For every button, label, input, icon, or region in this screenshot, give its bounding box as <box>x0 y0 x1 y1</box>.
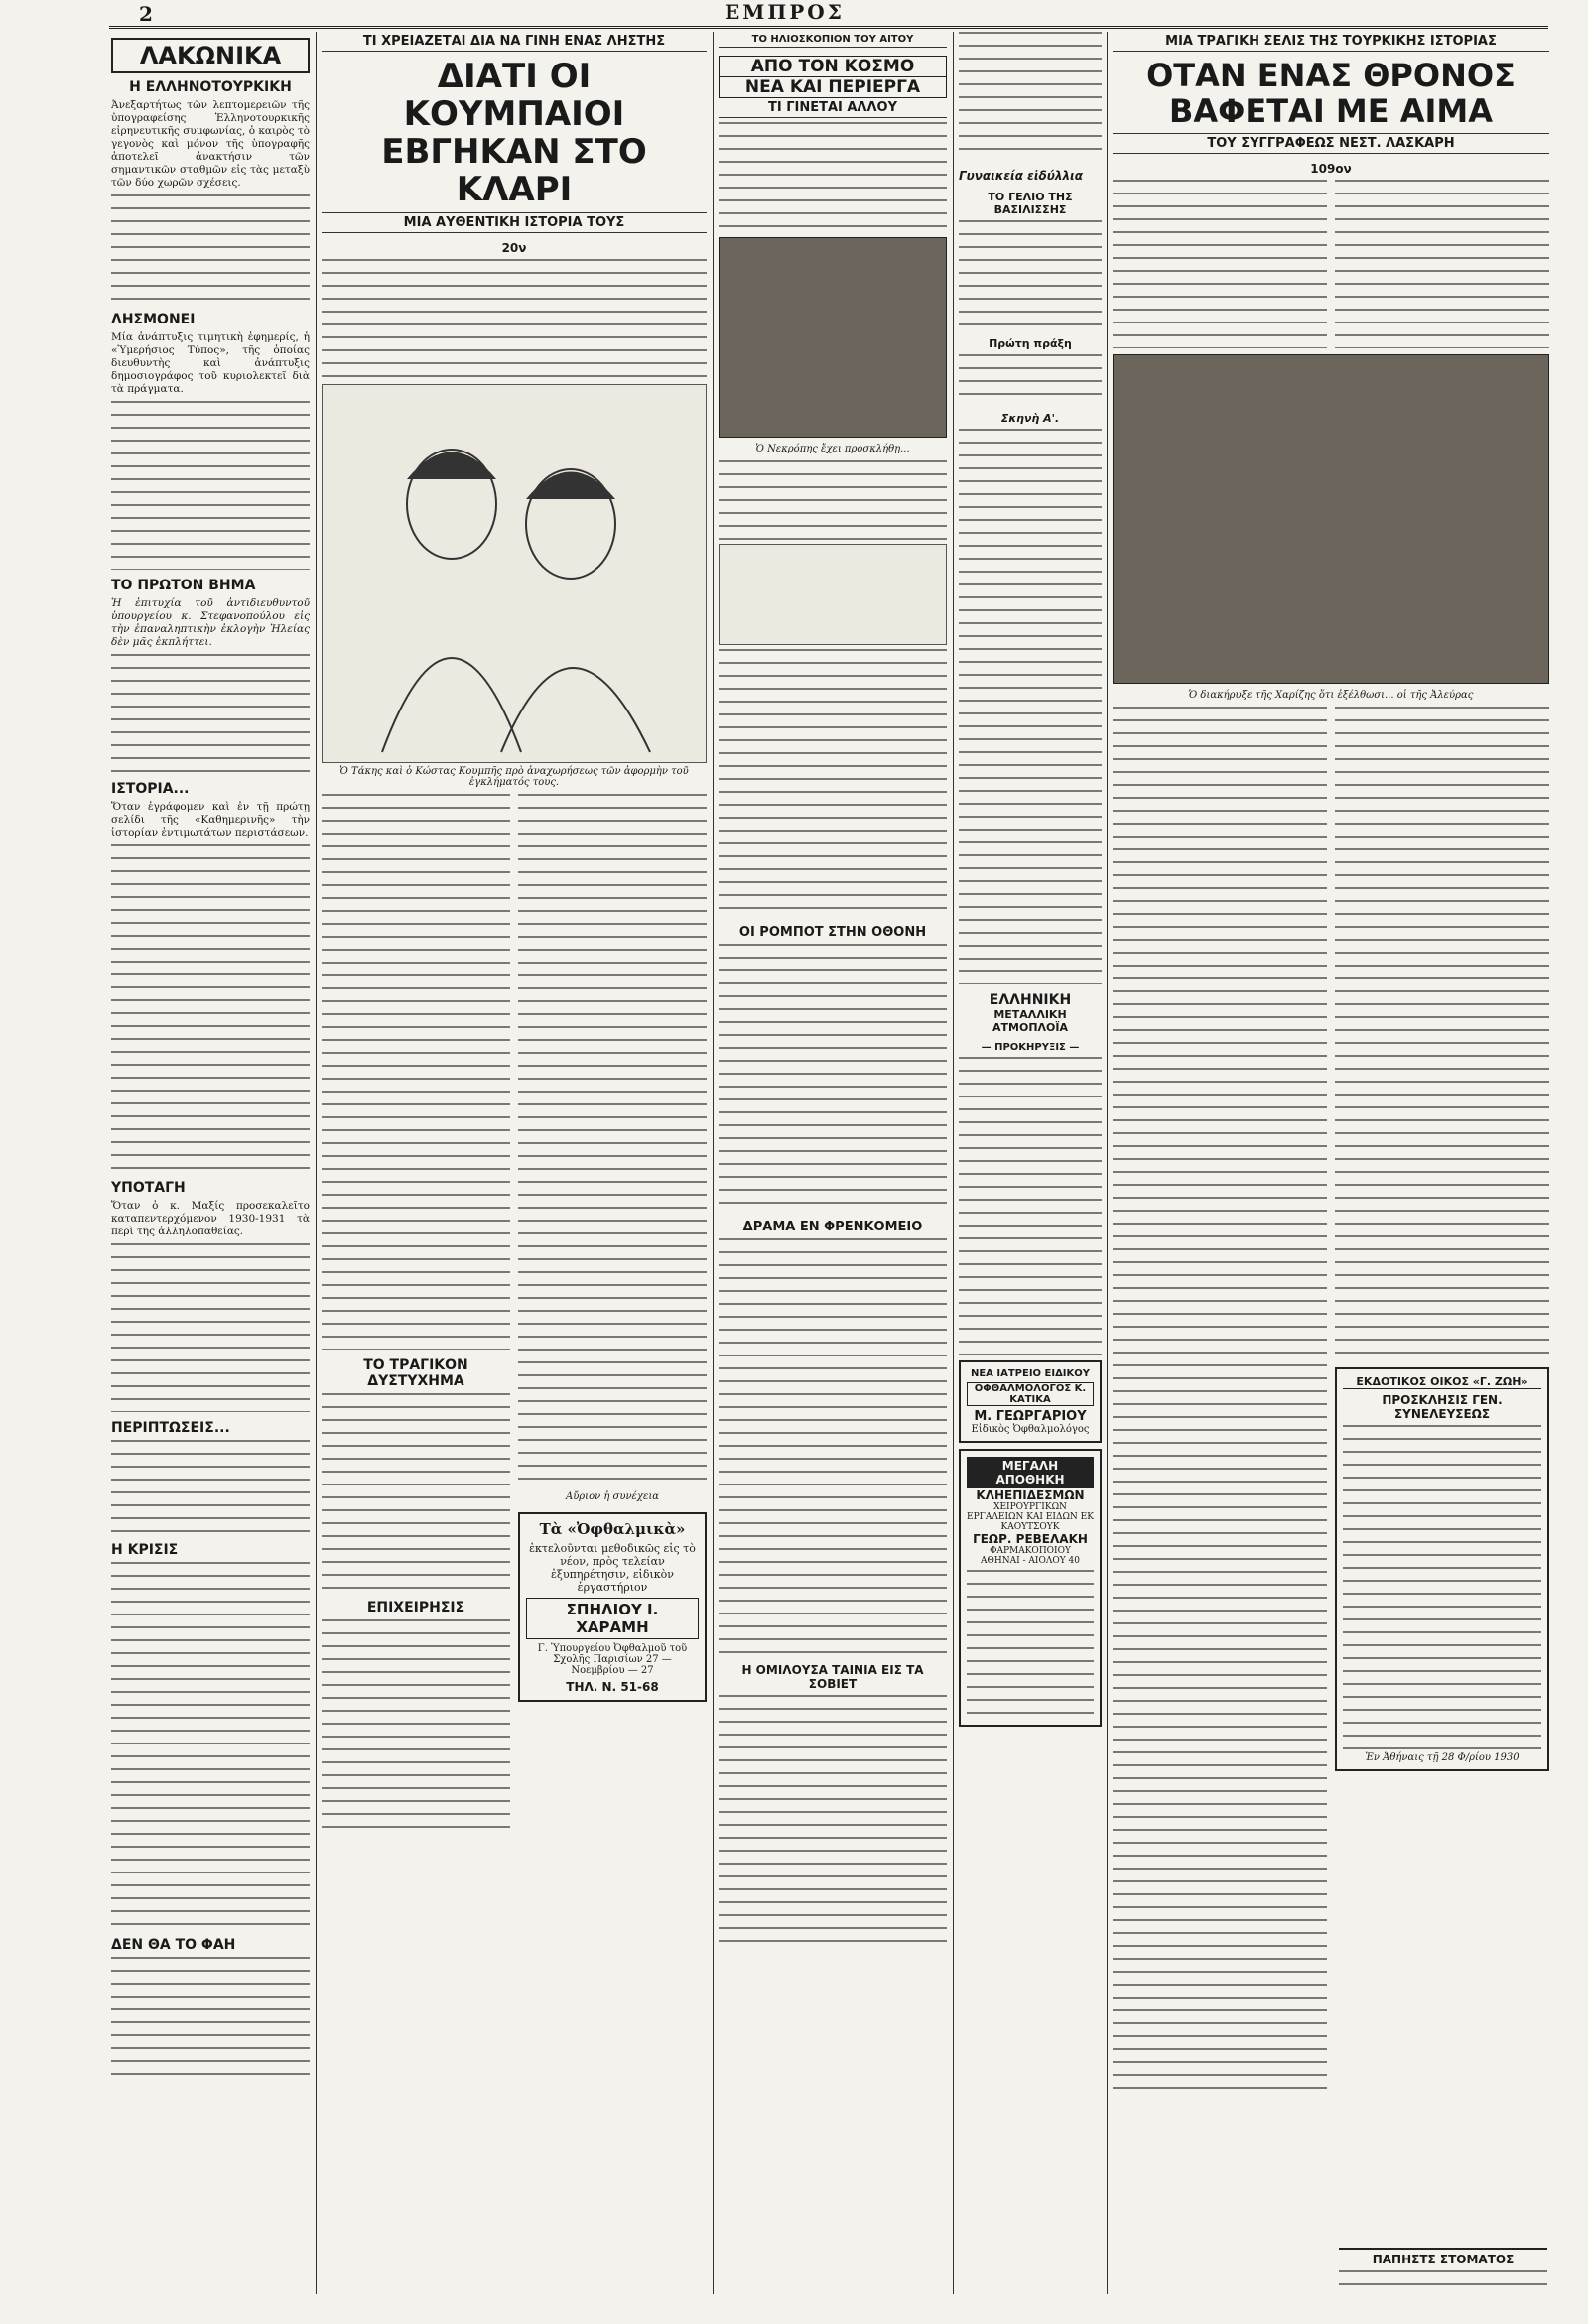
text-block <box>1113 180 1327 348</box>
ad-line: ΚΛΗΕΠΙΔΕΣΜΩΝ <box>976 1488 1085 1502</box>
installment: 20ν <box>501 241 527 255</box>
text-block <box>967 1570 1094 1719</box>
ad-date: Ἐν Ἀθήναις τῇ 28 Φ/ρίου 1930 <box>1365 1752 1520 1763</box>
headline-line2: ΝΕΑ ΚΑΙ ΠΕΡΙΕΡΓΑ <box>719 77 947 98</box>
text-block <box>959 1057 1102 1355</box>
ad-georgariou <box>959 1360 1102 1443</box>
story-subtitle: ΤΟΥ ΣΥΓΓΡΑΦΕΩΣ ΝΕΣΤ. ΛΑΣΚΑΡΗ <box>1113 133 1549 154</box>
act-heading: Πρώτη πράξη <box>989 337 1072 350</box>
ad-line: ἐκτελοῦνται μεθοδικῶς εἰς τὸ νέον, πρὸς τελείαν ἐξυπηρέτησιν, εἰδικὸν ἐργαστήριον <box>529 1542 696 1594</box>
article-heading: ΤΟ ΠΡΩΤΟΝ ΒΗΜΑ <box>111 578 256 593</box>
article-kicker: — ΠΡΟΚΗΡΥΞΙΣ — <box>981 1042 1080 1053</box>
article-heading: ΛΗΣΜΟΝΕΙ <box>111 312 196 327</box>
text-block <box>959 429 1102 984</box>
story-koumpaioi <box>322 32 707 2294</box>
ad-line: ΕΚΔΟΤΙΚΟΣ ΟΙΚΟΣ «Γ. ΖΩΗ» <box>1343 1375 1541 1389</box>
headline-line1: ΑΠΟ ΤΟΝ ΚΟΣΜΟ <box>719 56 947 77</box>
photo-mask <box>719 237 947 438</box>
article-text: Ὅταν ὁ κ. Μαξίς προσεκαλεῖτο καταπεντερχόμενον 1930-1931 τὰ περὶ τῆς ἀλληλοπαθείας. <box>111 1200 310 1237</box>
text-block <box>322 1619 510 1838</box>
text-block <box>959 32 1102 161</box>
column-lakonika <box>111 32 310 2294</box>
text-block <box>719 1695 947 1953</box>
ad-line: ΦΑΡΜΑΚΟΠΟΙΟΥ <box>990 1546 1071 1556</box>
text-block <box>111 401 310 570</box>
column-misc <box>959 32 1102 2294</box>
text-block <box>959 354 1102 404</box>
article-subhead: ΤΟ ΤΡΑΓΙΚΟΝ ΔΥΣΤΥΧΗΜΑ <box>363 1357 468 1389</box>
ad-line: Τὰ «Ὀφθαλμικὰ» <box>539 1520 686 1538</box>
text-block <box>1339 2270 1547 2294</box>
text-block <box>1335 180 1549 348</box>
installment: 109ον <box>1310 162 1352 176</box>
text-block <box>322 1393 510 1592</box>
masthead: ΕΜΠΡΟΣ <box>725 0 845 24</box>
text-block <box>1343 1425 1541 1752</box>
article-heading: ΠΕΡΙΠΤΩΣΕΙΣ... <box>111 1420 230 1436</box>
article-heading: ΟΙ ΡΟΜΠΟΤ ΣΤΗΝ ΟΘΟΝΗ <box>738 925 927 940</box>
article-heading: Η ΟΜΙΛΟΥΣΑ ΤΑΙΝΙΑ ΕΙΣ ΤΑ ΣΟΒΙΕΤ <box>741 1663 924 1691</box>
illustration-children <box>719 544 947 645</box>
page-header <box>0 0 1588 28</box>
text-block <box>719 944 947 1212</box>
headline-line2: ΒΑΦΕΤΑΙ ΜΕ ΑΙΜΑ <box>1169 92 1493 130</box>
article-heading: ΕΛΛΗΝΙΚΗ <box>989 992 1072 1008</box>
text-block <box>1335 707 1549 1361</box>
illustration-two-men <box>322 384 707 763</box>
story-kicker: ΜΙΑ ΤΡΑΓΙΚΗ ΣΕΛΙΣ ΤΗΣ ΤΟΥΡΚΙΚΗΣ ΙΣΤΟΡΙΑΣ <box>1113 32 1549 52</box>
text-block <box>719 122 947 231</box>
scene-heading: Σκηνὴ Α'. <box>1000 412 1060 425</box>
headline-line1: ΟΤΑΝ ΕΝΑΣ ΘΡΟΝΟΣ <box>1146 57 1516 94</box>
article-subhead: ΕΠΙΧΕΙΡΗΣΙΣ <box>366 1600 465 1615</box>
story-apo-ton-kosmo <box>719 32 947 2294</box>
photo-caption: Ὁ Νεκρόπης ἔχει προσκλήθῃ... <box>755 444 910 454</box>
ad-name: Μ. ΓΕΩΡΓΑΡΙΟΥ <box>974 1409 1087 1424</box>
text-block <box>111 194 310 304</box>
text-block <box>111 1440 310 1534</box>
section-title: ΛΑΚΩΝΙΚΑ <box>111 38 310 73</box>
ad-zoi-publishing <box>1335 1367 1549 1771</box>
header-rule <box>109 26 1548 29</box>
ad-line: ΝΕΑ ΙΑΤΡΕΙΟ ΕΙΔΙΚΟΥ <box>970 1368 1091 1379</box>
footer-ad: ΠΑΠΗΣΤΣ ΣΤΟΜΑΤΟΣ <box>1339 2248 1547 2266</box>
ad-line: ΧΕΙΡΟΥΡΓΙΚΩΝ ΕΡΓΑΛΕΙΩΝ ΚΑΙ ΕΙΔΩΝ ΕΚ ΚΑΟΥΤΣΟΥΚ <box>967 1502 1094 1532</box>
article-heading: ΥΠΟΤΑΓΗ <box>111 1180 186 1196</box>
column-divider <box>316 32 317 2294</box>
article-heading: ΔΡΑΜΑ ΕΝ ΦΡΕΝΚΟΜΕΙΟ <box>742 1220 923 1234</box>
photo-caption: Ὁ διακήρυξε τῆς Χαρίζης ὅτι ἐξέλθωσι... οἱ τῆς Ἀλεύρας <box>1188 690 1474 701</box>
article-heading: ΙΣΤΟΡΙΑ... <box>111 781 190 797</box>
photo-caption: Ὁ Τάκης καὶ ὁ Κώστας Κουμπῆς πρὸ ἀναχωρήσεως τῶν ἀφορμὴν τοῦ ἐγκλήματός τους. <box>339 766 689 788</box>
text-block <box>322 794 510 1350</box>
text-block <box>111 1957 310 2076</box>
ad-address: Γ. Ὑπουργείου Ὀφθαλμοῦ τοῦ Σχολῆς Παρισίων 27 — Νοεμβρίου — 27 <box>537 1643 688 1676</box>
text-block <box>1113 707 1327 2096</box>
article-heading: ΤΟ ΓΕΛΙΟ ΤΗΣ ΒΑΣΙΛΙΣΣΗΣ <box>988 191 1073 216</box>
continued-note: Αὔριον ἡ συνέχεια <box>566 1491 659 1502</box>
ad-name: ΣΠΗΛΙΟΥ Ι. ΧΑΡΑΜΗ <box>526 1598 699 1639</box>
article-heading: ΜΕΤΑΛΛΙΚΗ ΑΤΜΟΠΛΟΪΑ <box>992 1008 1068 1034</box>
ad-line: Εἰδικὸς Ὀφθαλμολόγος <box>971 1424 1090 1435</box>
ad-address: ΑΘΗΝΑΙ - ΑΙΟΛΟΥ 40 <box>981 1556 1080 1566</box>
text-block <box>719 460 947 540</box>
text-block <box>959 220 1102 329</box>
article-text: Ὅταν ἐγράφομεν καὶ ἐν τῇ πρώτῃ σελίδι τῆς «Καθημερινῆς» τὴν ἱστορίαν ἐντιμωτάτων περιστάσεων. <box>111 801 310 839</box>
story-kicker: ΤΙ ΧΡΕΙΑΖΕΤΑΙ ΔΙΑ ΝΑ ΓΙΝΗ ΕΝΑΣ ΛΗΣΤΗΣ <box>322 32 707 52</box>
column-divider <box>713 32 714 2294</box>
text-block <box>719 1238 947 1655</box>
article-text: Μία ἀνάπτυξις τιμητικὴ ἐφημερίς, ἡ «Ὑμερήσιος Τύπος», τῆς ὁποίας διευθυντὴς καὶ ἀνάπτυξις δημοσιογράφος τοῦ κυριολεκτεῖ διὰ τὰ πράγματα. <box>111 331 310 395</box>
sketch-drawing <box>323 385 706 760</box>
ad-harami <box>518 1512 707 1702</box>
text-block <box>111 844 310 1172</box>
photo-women <box>1113 354 1549 684</box>
story-kicker: ΤΟ ΗΛΙΟΣΚΟΠΙΟΝ ΤΟΥ ΑΙΤΟΥ <box>719 32 947 48</box>
text-block <box>111 1562 310 1929</box>
headline-line1: ΔΙΑΤΙ ΟΙ ΚΟΥΜΠΑΙΟΙ <box>403 57 625 134</box>
text-block <box>322 259 707 378</box>
ad-line: ΟΦΘΑΛΜΟΛΟΓΟΣ Κ. ΚΑΤΙΚΑ <box>967 1382 1094 1406</box>
ad-telephone: ΤΗΛ. Ν. 51-68 <box>566 1680 659 1694</box>
column-divider <box>953 32 954 2294</box>
article-heading: ΔΕΝ ΘΑ ΤΟ ΦΑΗ <box>111 1937 236 1953</box>
text-block <box>111 1243 310 1412</box>
headline-line2: ΕΒΓΗΚΑΝ ΣΤΟ ΚΛΑΡΙ <box>381 132 647 209</box>
article-text: Ἀνεξαρτήτως τῶν λεπτομερειῶν τῆς ὑπογραφείσης Ἑλληνοτουρκικῆς εἰρηνευτικῆς συμφωνίας, ὁ καιρὸς τὸ γεγονὸς καὶ μόνον τῆς ὑπογραφῆς ἀποτελεῖ ἀνακτήσιν τῶν σημαντικῶν σταθμῶν εἰς τὰς μεταξὺ τῶν δύο χωρῶν σχέσεις. <box>111 99 310 189</box>
ad-revelaki <box>959 1449 1102 1727</box>
story-subtitle: ΤΙ ΓΙΝΕΤΑΙ ΑΛΛΟΥ <box>719 98 947 118</box>
article-heading: Η ΚΡΙΣΙΣ <box>111 1542 179 1558</box>
article-heading: Η ΕΛΛΗΝΟΤΟΥΡΚΙΚΗ <box>129 79 292 95</box>
page-number: 2 <box>139 2 153 26</box>
story-otan-enas-thronos <box>1113 32 1549 2294</box>
text-block <box>518 794 707 1488</box>
article-text: Ἡ ἐπιτυχία τοῦ ἀντιδιευθυντοῦ ὑπουργείου κ. Στεφανοπούλου εἰς τὴν ἐπαναληπτικὴν ἐκλογὴν Ἠλείας δὲν μᾶς ἐκπλήττει. <box>111 597 310 648</box>
text-block <box>719 649 947 917</box>
ad-line: ΜΕΓΑΛΗ ΑΠΟΘΗΚΗ <box>967 1457 1094 1488</box>
article-heading: Γυναικεία εἰδύλλια <box>959 169 1083 183</box>
ad-name: ΓΕΩΡ. ΡΕΒΕΛΑΚΗ <box>973 1532 1088 1546</box>
ad-title: ΠΡΟΣΚΛΗΣΙΣ ΓΕΝ. ΣΥΝΕΛΕΥΣΕΩΣ <box>1382 1393 1503 1421</box>
story-subtitle: ΜΙΑ ΑΥΘΕΝΤΙΚΗ ΙΣΤΟΡΙΑ ΤΟΥΣ <box>322 212 707 233</box>
column-divider <box>1107 32 1108 2294</box>
text-block <box>111 654 310 773</box>
